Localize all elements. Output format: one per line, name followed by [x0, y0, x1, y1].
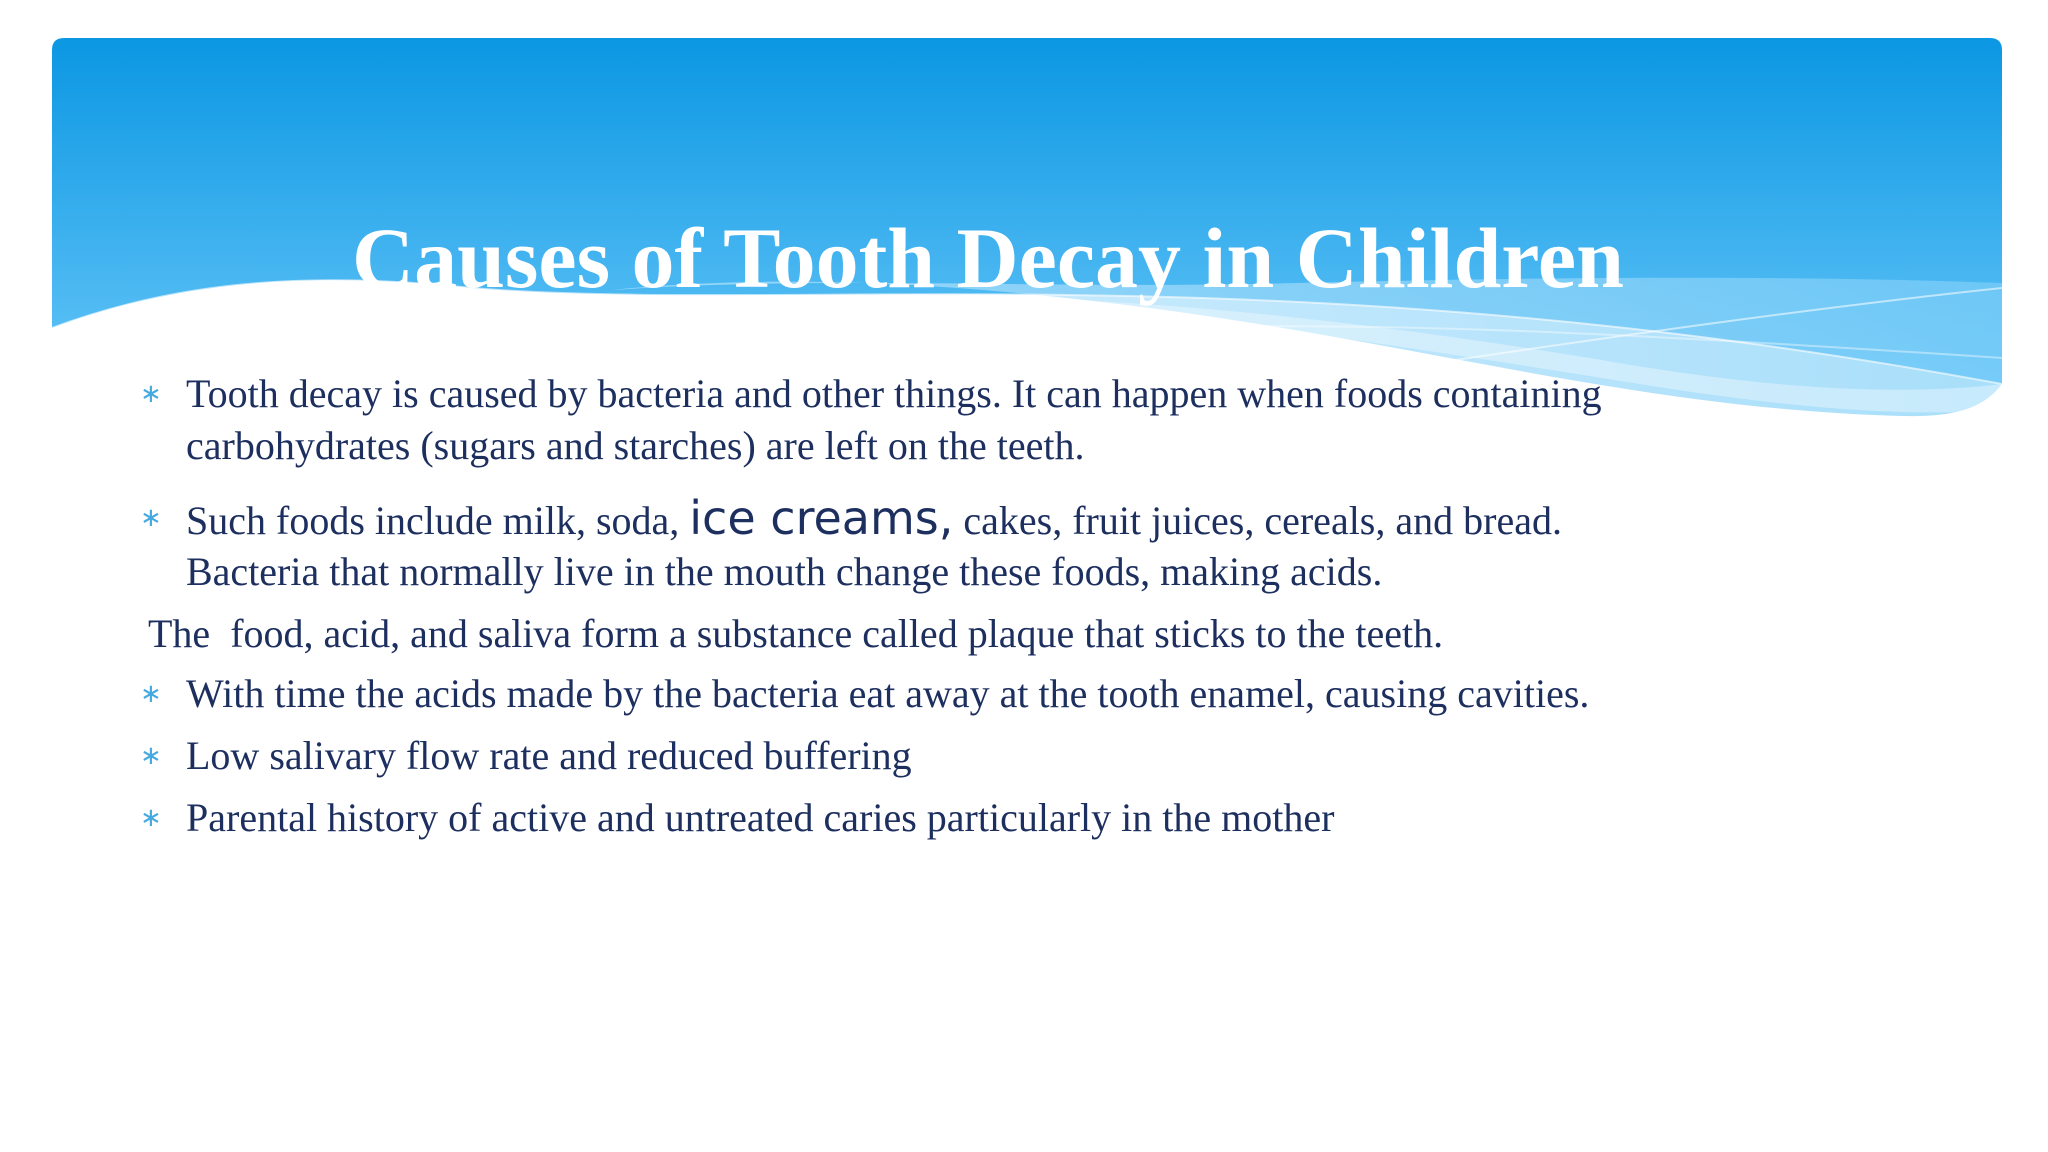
plaque-paragraph: The food, acid, and saliva form a substance called plaque that sticks to the teeth. [148, 611, 1444, 656]
bullet-item-2-text-large: ice creams, [689, 491, 954, 545]
bullet-icon: ∗ [140, 803, 162, 833]
bullet-item-4: Low salivary flow rate and reduced buffering [186, 733, 912, 778]
bullet-icon: ∗ [140, 503, 162, 533]
bullet-item-1-line-2: carbohydrates (sugars and starches) are left on the teeth. [186, 423, 1085, 468]
bullet-item-2-text-start: Such foods include milk, soda, [186, 498, 690, 543]
bullet-item-1-line-1: Tooth decay is caused by bacteria and other things. It can happen when foods containing [186, 371, 1602, 416]
bullet-item-2-line-2: Bacteria that normally live in the mouth change these foods, making acids. [186, 549, 1383, 594]
bullet-item-2-line-1 [186, 492, 1746, 547]
bullet-item-2-text-end: cakes, fruit juices, cereals, and bread. [953, 498, 1562, 543]
bullet-icon: ∗ [140, 741, 162, 771]
bullet-item-3: With time the acids made by the bacteria eat away at the tooth enamel, causing cavities. [186, 671, 1590, 716]
bullet-icon: ∗ [140, 379, 162, 409]
slide-title: Causes of Tooth Decay in Children [352, 210, 1624, 306]
bullet-icon: ∗ [140, 679, 162, 709]
bullet-item-5: Parental history of active and untreated caries particularly in the mother [186, 795, 1335, 840]
